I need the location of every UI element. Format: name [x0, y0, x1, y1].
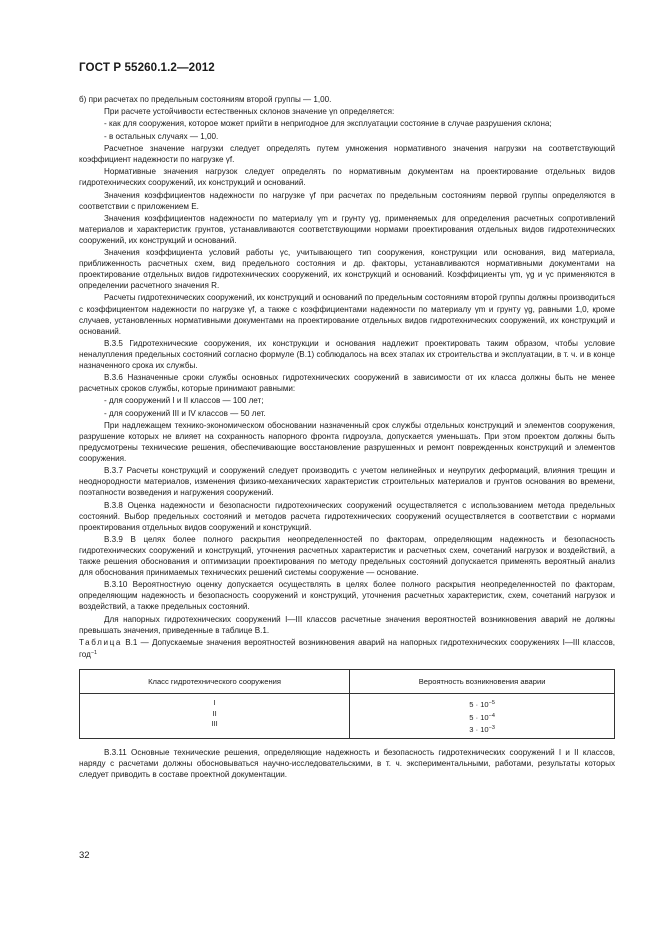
- paragraph: В.3.8 Оценка надежности и безопасности гидротехнических сооружений осуществляется с использованием метода предельных состояний. Выбор предельных состояний и методов расчета гидротехнических сооружений осуществляется в соответствии с нормами проектирования отдельных видов сооружений и конструкций.: [79, 500, 615, 532]
- document-header: ГОСТ Р 55260.1.2—2012: [79, 61, 215, 74]
- probability-value: $5 \cdot 10^{-5}$: [469, 700, 495, 710]
- paragraph: Для напорных гидротехнических сооружений I—III классов расчетные значения вероятностей возникновения аварий не должны превышать значения, приведенные в таблице В.1.: [79, 614, 615, 635]
- paragraph: Нормативные значения нагрузок следует определять по нормативным документам на проектирование отдельных видов гидротехнических сооружений, их конструкций и оснований.: [79, 167, 615, 188]
- paragraph: Значения коэффициентов надежности по материалу γm и грунту γg, применяемых для определения расчетных сопротивлений материалов и характеристик грунтов, устанавливаются соответствующими нормами проектирования отдельных видов гидротехнических сооружений, их конструкций и оснований.: [79, 213, 615, 245]
- table-header-row: [80, 670, 615, 694]
- paragraph: б) при расчетах по предельным состояниям второй группы — 1,00.: [79, 95, 332, 104]
- probability-table: [79, 669, 615, 739]
- paragraphs-bottom: [79, 747, 615, 780]
- page-number: 32: [79, 850, 90, 861]
- paragraph: В.3.9 В целях более полного раскрытия неопределенностей по факторам, определяющим надежность и безопасность гидротехнических сооружений и конструкций, уточнения расчетных характеристик и расчетных схем, сочетаний нагрузок и воздействий, а также решения обоснования и оптимизации проектирования по методу предельных состояний допускается применять вероятный анализ для обоснования принимаемых технических решений системы сооружение — основание.: [79, 534, 615, 578]
- class-cell: [80, 694, 350, 739]
- paragraph: - как для сооружения, которое может прийти в непригодное для эксплуатации состояние в случае разрушения склона;: [104, 119, 552, 129]
- table-row: [80, 694, 615, 739]
- paragraph: Значения коэффициента условий работы γc, учитывающего тип сооружения, конструкции или основания, вид материала, приближенность расчетных схем, вид предельного состояния и др. факторы, устанавливаются нормативными документами на проектирование отдельных видов гидротехнических сооружений, их конструкций и оснований. Коэффициенты γm, γg и γc применяются в определении расчетного значения R.: [79, 248, 615, 291]
- paragraph: Расчетное значение нагрузки следует определять путем умножения нормативного значения нагрузки на соответствующий коэффициент надежности по нагрузке γf.: [79, 143, 615, 164]
- paragraph: В.3.6 Назначенные сроки службы основных гидротехнических сооружений в зависимости от их класса должны быть не менее расчетных сроков службы, которые принимают равными:: [79, 373, 615, 394]
- paragraph: В.3.5 Гидротехнические сооружения, их конструкции и основания надлежит проектировать таким образом, чтобы условие неналупления предельных состояний согласно формуле (В.1) соблюдалось на всех этапах их строительства и эксплуатации, в т. ч. и в конце назначенного срока их службы.: [79, 338, 615, 370]
- col-header-probability: Вероятность возникновения аварии: [350, 670, 615, 694]
- paragraphs-top: [79, 94, 615, 636]
- table-caption-exponent: −1: [90, 650, 98, 656]
- table-caption-text: В.1 — Допускаемые значения вероятностей возникновения аварий на напорных гидротехнических сооружениях I—III классов, год: [79, 637, 616, 659]
- paragraph: В.3.11 Основные технические решения, определяющие надежность и безопасность гидротехнических сооружений I и II классов, наряду с расчетами должны обосновываться научно-исследовательскими, в т. ч. экспериментальными, работами, результаты которых следует приводить в составе проектной документации.: [79, 747, 615, 779]
- probability-cell: [350, 694, 615, 739]
- class-value: I: [213, 698, 216, 708]
- paragraph: - для сооружений I и II классов — 100 лет;: [104, 396, 264, 406]
- paragraph: В.3.10 Вероятностную оценку допускается осуществлять в целях более полного раскрытия неопределенностей по факторам, определяющим надежность и безопасность сооружений и конструкций, уточнения расчетных характеристик, схем, сочетаний нагрузок и воздействий, а также предельных состояний.: [79, 580, 615, 612]
- col-header-class: Класс гидротехнического сооружения: [80, 670, 350, 694]
- probability-value: $5 \cdot 10^{-4}$: [469, 712, 495, 722]
- class-value: II: [212, 708, 217, 718]
- paragraph: При надлежащем технико-экономическом обосновании назначенный срок службы отдельных конструкций и элементов сооружения, разрушение которых не влияет на сохранность напорного фронта гидроузла, допускается уменьшать. При этом проектом должны быть предусмотрены технические решения, обеспечивающие восстановление разрушенных и ремонт поврежденных конструкций и элементов сооружения.: [79, 420, 615, 464]
- class-value: III: [211, 719, 218, 729]
- paragraph: В.3.7 Расчеты конструкций и сооружений следует производить с учетом нелинейных и неупругих деформаций, влияния трещин и неоднородности материалов, изменения физико-механических характеристик строительных материалов и грунтов основания во времени, поэтапности возведения и нагружения сооружений.: [79, 466, 615, 498]
- paragraph: - для сооружений III и IV классов — 50 лет.: [104, 408, 266, 418]
- paragraph: При расчете устойчивости естественных склонов значение γn определяется:: [104, 107, 395, 117]
- table-caption: [79, 637, 615, 660]
- paragraph: - в остальных случаях — 1,00.: [104, 131, 219, 141]
- table-label: Таблица: [79, 637, 122, 647]
- probability-value: $3 \cdot 10^{-3}$: [469, 725, 495, 735]
- paragraph: Расчеты гидротехнических сооружений, их конструкций и оснований по предельным состояниям второй группы должны производиться с коэффициентом надежности по нагрузке γf, а также с коэффициентами надежности по материалу γm и грунту γg, равными 1,0, кроме случаев, установленных нормативными документами на проектирование отдельных видов гидротехнических сооружений, их конструкций и оснований.: [79, 293, 615, 336]
- paragraph: Значения коэффициентов надежности по нагрузке γf при расчетах по предельным состояниям первой группы определяются в соответствии с приложением Е.: [79, 190, 615, 211]
- document-body: [79, 94, 615, 781]
